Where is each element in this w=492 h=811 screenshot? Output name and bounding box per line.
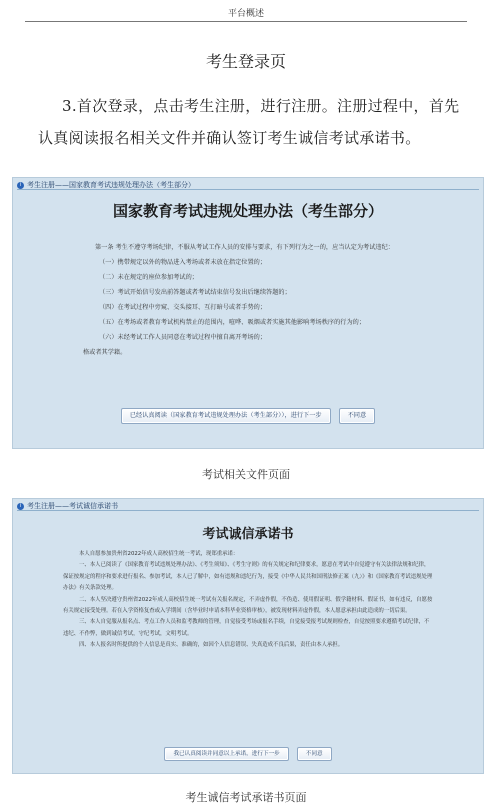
page-heading: 考生登录页 xyxy=(205,52,286,71)
regulation-item: （五）在考场或者教育考试机构禁止的范围内，喧哗、吸烟或者实施其他影响考场秩序的行为的； xyxy=(99,319,366,326)
regulation-article: 第一条 考生不遵守考场纪律，不服从考试工作人员的安排与要求，有下列行为之一的，应当认定为考试违纪： xyxy=(95,244,394,251)
screenshot-integrity-pledge xyxy=(12,498,484,774)
pledge-intro: 本人自愿参加贵州省2022年成人高校招生统一考试，现郑重承诺： xyxy=(79,551,239,557)
regulation-item: （六）未经考试工作人员同意在考试过程中擅自离开考场的； xyxy=(99,334,267,341)
agree-next-button[interactable]: 已经认真阅读（国家教育考试违规处理办法（考生部分）），进行下一步 xyxy=(121,408,331,424)
header-divider xyxy=(25,21,467,22)
header-title: 平台概述 xyxy=(227,9,264,19)
regulation-tail: 格或者其学籍。 xyxy=(83,349,127,356)
window-title: 考生注册——考试诚信承诺书 xyxy=(27,502,118,510)
pledge-clause: 二、本人坚决遵守贵州省2022年成人高校招生统一考试有关报名规定，不弄虚作假，不伪造、使用假证明、假学籍材料、假证书，如有违反，自愿按有关规定接受处理。若在入学资格复查或入学期间（含毕业时申请本科毕业资格审核），被发现材料弄虚作假，本人愿意承担由此造成的一切后果。 xyxy=(63,596,433,615)
document-title: 考试诚信承诺书 xyxy=(202,527,294,542)
screenshot-regulations xyxy=(12,177,484,449)
title-divider xyxy=(17,189,479,190)
regulation-item: （四）在考试过程中旁窥、交头接耳、互打暗号或者手势的； xyxy=(99,304,267,311)
intro-paragraph: 3.首次登录，点击考生注册，进行注册。注册过程中，首先认真阅读报名相关文件并确认签订考生诚信考试承诺书。 xyxy=(38,97,460,147)
title-divider xyxy=(17,510,479,511)
disagree-button[interactable]: 不同意 xyxy=(339,408,376,424)
regulation-item: （一）携带规定以外的物品进入考场或者未放在指定位置的； xyxy=(99,259,267,266)
pledge-clause: 三、本人自觉服从报名点、考点工作人员和监考教师的管理，自觉接受考场或报名手续，自觉接受报考试规则检查，自觉按照要求遵循考试纪律，不违纪、不作弊，做到诚信考试，守纪考试，文明考试。 xyxy=(63,619,430,637)
info-icon: i xyxy=(17,182,24,189)
disagree-button[interactable]: 不同意 xyxy=(297,747,332,761)
pledge-clause: 一、本人已阅读了《国家教育考试违规处理办法》、《考生须知》、《考生守则》的有关规定和纪律要求，愿意在考试中自觉遵守有关法律法规和纪律，保证按规定的程序和要求进行报名、参加考试，本人已了解中，如有违规和违纪行为，接受《中华人民共和国刑法修正案（九）》和《国家教育考试违规处理办法》有关条款处理。 xyxy=(63,562,433,592)
document-body xyxy=(63,549,433,652)
figure-caption: 考生诚信考试承诺书页面 xyxy=(185,791,307,804)
document-title: 国家教育考试违规处理办法（考生部分） xyxy=(112,202,383,220)
regulation-item: （三）考试开始信号发出前答题或者考试结束信号发出后继续答题的； xyxy=(99,289,291,296)
figure-caption: 考试相关文件页面 xyxy=(202,468,290,481)
pledge-clause: 四、本人报名时所提供的个人信息是真实、准确的，如因个人信息错误、失真造成不良后果，责任由本人承担。 xyxy=(79,642,344,649)
window-title: 考生注册——国家教育考试违规处理办法（考生部分） xyxy=(27,181,195,189)
agree-next-button[interactable]: 我已认真阅读并同意以上承诺，进行下一步 xyxy=(164,747,288,761)
button-row xyxy=(13,747,483,761)
button-row xyxy=(13,408,483,424)
regulation-item: （二）未在规定的座位参加考试的； xyxy=(99,274,198,281)
document-body xyxy=(83,240,413,360)
info-icon: i xyxy=(17,503,24,510)
